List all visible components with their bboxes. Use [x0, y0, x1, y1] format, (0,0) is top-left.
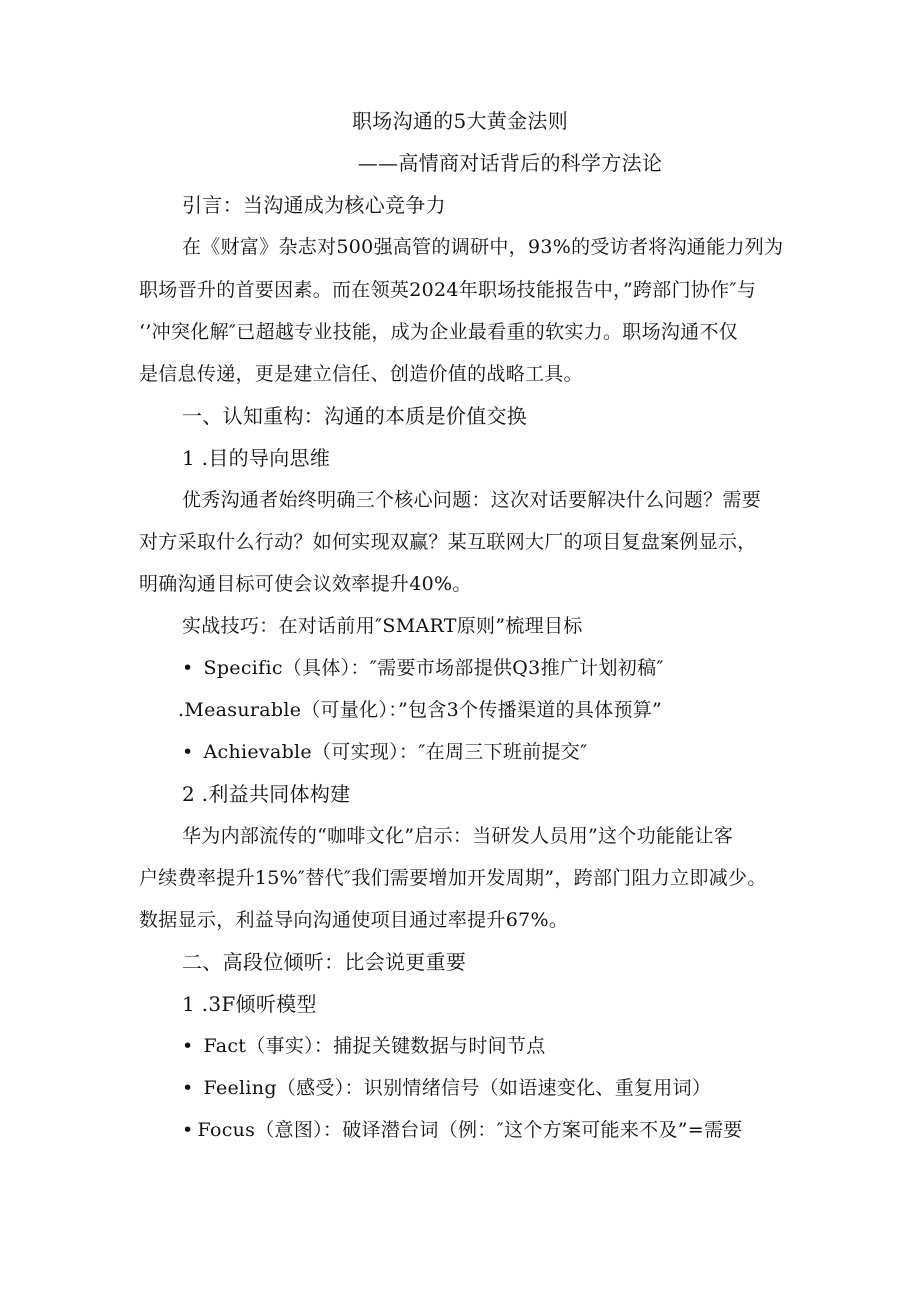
intro-paragraph-line: 在《财富》杂志对500强高管的调研中，93%的受访者将沟通能力列为	[182, 236, 784, 258]
bullet-dot: •	[182, 1035, 194, 1057]
bullet-item	[178, 697, 662, 723]
bullet-text: Fact（事实）：捕捉关键数据与时间节点	[203, 1035, 546, 1057]
bullet-text: Specific（具体）：″需要市场部提供Q3推广计划初稿″	[203, 657, 664, 679]
bullet-item	[182, 655, 664, 681]
intro-paragraph-line: 是信息传递，更是建立信任、创造价值的战略工具。	[139, 363, 583, 385]
section-heading-1: 一、认知重构：沟通的本质是价值交换	[182, 404, 528, 428]
tip-line: 实战技巧：在对话前用″SMART原则”梳理目标	[182, 615, 583, 637]
bullet-dot: •	[182, 1077, 194, 1099]
document-subtitle: ——高情商对话背后的科学方法论	[357, 151, 663, 175]
subsection-paragraph-line: 对方采取什么行动？如何实现双赢？某互联网大厂的项目复盘案例显示，	[139, 531, 757, 553]
bullet-text: Measurable（可量化）：”包含3个传播渠道的具体预算”	[184, 699, 663, 721]
subsection-paragraph-line: 户续费率提升15%″替代″我们需要增加开发周期”，跨部门阻力立即减少。	[139, 867, 767, 889]
subsection-paragraph-line: 华为内部流传的“咖啡文化”启示：当研发人员用”这个功能能让客	[182, 825, 734, 847]
bullet-dot: •	[182, 741, 194, 763]
intro-paragraph-line: ‘’冲突化解″已超越专业技能，成为企业最看重的软实力。职场沟通不仅	[139, 321, 739, 343]
bullet-text: Feeling（感受）：识别情绪信号（如语速变化、重复用词）	[203, 1077, 712, 1099]
bullet-dot: .	[178, 699, 185, 721]
bullet-item	[182, 1075, 711, 1101]
subsection-paragraph-line: 数据显示，利益导向沟通使项目通过率提升67%。	[139, 909, 569, 931]
document-title: 职场沟通的5大黄金法则	[351, 109, 569, 133]
bullet-dot: •	[182, 657, 194, 679]
bullet-item	[182, 1033, 546, 1059]
bullet-text: Focus（意图）：破译潜台词（例：″这个方案可能来不及”=需要	[197, 1119, 743, 1141]
bullet-text: Achievable（可实现）：″在周三下班前提交″	[203, 741, 588, 763]
subsection-heading-2: 2 .利益共同体构建	[182, 782, 351, 806]
bullet-dot: •	[182, 1119, 194, 1141]
bullet-item	[182, 1117, 743, 1143]
section-heading-2: 二、高段位倾听：比会说更重要	[182, 950, 467, 974]
intro-heading: 引言：当沟通成为核心竞争力	[182, 193, 446, 217]
subsection-heading-3: 1 .3F倾听模型	[182, 992, 317, 1016]
subsection-paragraph-line: 优秀沟通者始终明确三个核心问题：这次对话要解决什么问题？需要	[182, 489, 762, 511]
subsection-paragraph-line: 明确沟通目标可使会议效率提升40%。	[139, 573, 472, 595]
intro-paragraph-line: 职场晋升的首要因素。而在领英2024年职场技能报告中，”跨部门协作″与	[139, 279, 757, 301]
bullet-item	[182, 739, 587, 765]
subsection-heading-1: 1 .目的导向思维	[182, 446, 331, 470]
